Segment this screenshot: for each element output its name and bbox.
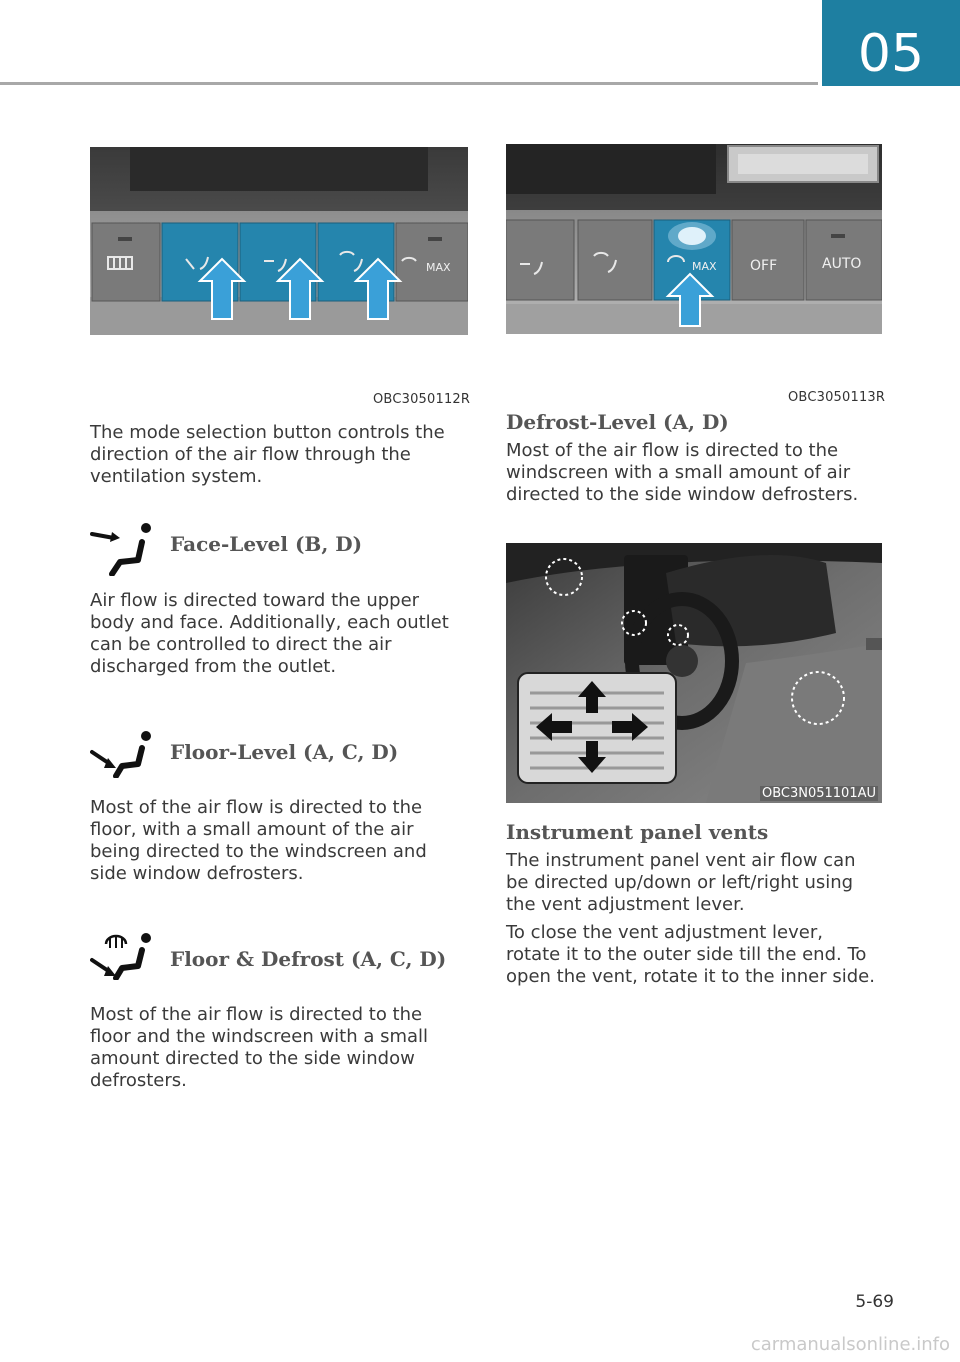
- floor-level-heading: Floor-Level (A, C, D): [170, 740, 399, 764]
- figure-mode-buttons: [90, 147, 468, 335]
- instrument-vents-text-2: To close the vent adjustment lever, rotate it to the outer side till the end. To open the vent, rotate it to the inner side.: [506, 922, 875, 987]
- floor-level-text: Most of the air flow is directed to the floor, with a small amount of the air being directed to the windscreen and side window defrosters.: [90, 797, 427, 884]
- watermark-text: carmanualsonline.info: [750, 1334, 950, 1355]
- floor-defrost-text: Most of the air flow is directed to the floor and the windscreen with a small amount directed to the side window defrosters.: [90, 1004, 429, 1091]
- figure-caption: OBC3050112R: [373, 392, 471, 407]
- defrost-level-heading: Defrost-Level (A, D): [506, 410, 729, 434]
- instrument-vents-text-1: The instrument panel vent air flow can be directed up/down or left/right using the vent adjustment lever.: [506, 850, 856, 915]
- svg-text:MAX: MAX: [426, 261, 451, 274]
- face-level-icon: [90, 520, 152, 576]
- face-level-text: Air flow is directed toward the upper body and face. Additionally, each outlet can be controlled to direct the air discharged from the outlet.: [90, 590, 449, 677]
- header-rule: [0, 82, 818, 85]
- defrost-button-illustration: [506, 144, 882, 334]
- mode-buttons-illustration: [90, 147, 468, 335]
- floor-defrost-heading: Floor & Defrost (A, C, D): [170, 947, 447, 971]
- instrument-vents-heading: Instrument panel vents: [506, 820, 769, 844]
- page-number: 5-69: [855, 1292, 894, 1312]
- figure-instrument-vents: [506, 543, 882, 803]
- svg-text:AUTO: AUTO: [822, 256, 862, 272]
- figure-caption: OBC3050113R: [788, 390, 886, 405]
- floor-defrost-icon: [90, 932, 152, 980]
- figure-defrost-button: [506, 144, 882, 334]
- floor-level-icon: [90, 730, 152, 778]
- defrost-level-text: Most of the air flow is directed to the windscreen with a small amount of air directed to the side window defrosters.: [506, 440, 859, 505]
- chapter-tab: 05: [822, 0, 960, 86]
- svg-text:MAX: MAX: [692, 260, 717, 273]
- svg-text:OFF: OFF: [750, 258, 778, 274]
- intro-paragraph: The mode selection button controls the direction of the air flow through the ventilation system.: [90, 422, 445, 487]
- instrument-vents-photo: [506, 543, 882, 803]
- figure-caption: OBC3N051101AU: [761, 786, 876, 801]
- face-level-heading: Face-Level (B, D): [170, 532, 363, 556]
